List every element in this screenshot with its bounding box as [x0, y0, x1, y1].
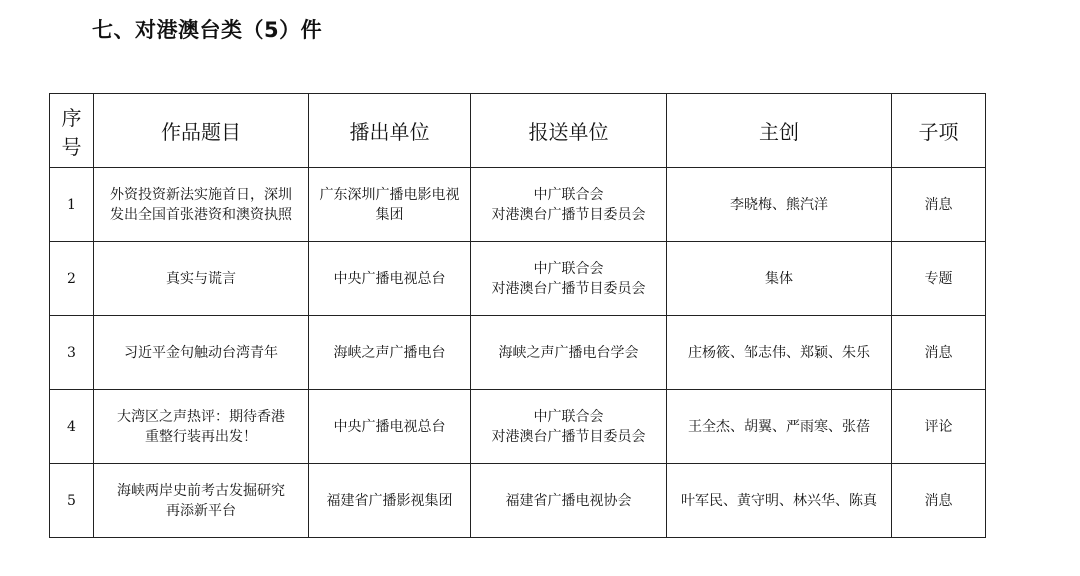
header-submitter: 报送单位 — [471, 94, 667, 168]
cell-creators: 李晓梅、熊汽洋 — [667, 168, 892, 242]
cell-work-title — [94, 464, 309, 538]
table-row — [50, 316, 986, 390]
submitter-line: 中广联合会 — [533, 408, 604, 425]
broadcaster-line: 集团 — [375, 206, 404, 223]
cell-submitter — [471, 242, 667, 316]
cell-category: 专题 — [892, 242, 986, 316]
cell-work-title — [94, 168, 309, 242]
submitter-line: 福建省广播电视协会 — [505, 492, 632, 509]
title-line: 外资投资新法实施首日，深圳 — [110, 186, 292, 203]
cell-creators: 叶军民、黄守明、林兴华、陈真 — [667, 464, 892, 538]
submitter-line: 对港澳台广播节目委员会 — [491, 280, 646, 297]
title-line: 真实与谎言 — [166, 270, 236, 287]
title-line: 习近平金句触动台湾青年 — [124, 344, 278, 361]
cell-broadcaster — [309, 316, 471, 390]
submitter-line: 海峡之声广播电台学会 — [498, 344, 639, 361]
cell-category: 评论 — [892, 390, 986, 464]
broadcaster-line: 中央广播电视总台 — [333, 270, 446, 287]
table-header-row — [50, 94, 986, 168]
title-line: 再添新平台 — [166, 502, 236, 519]
cell-creators: 王全杰、胡翼、严雨寒、张蓓 — [667, 390, 892, 464]
header-category: 子项 — [892, 94, 986, 168]
cell-category: 消息 — [892, 464, 986, 538]
header-work-title: 作品题目 — [94, 94, 309, 168]
cell-work-title — [94, 390, 309, 464]
cell-serial-number: 3 — [50, 316, 94, 390]
cell-creators: 庄杨筱、邹志伟、郑颖、朱乐 — [667, 316, 892, 390]
cell-serial-number: 1 — [50, 168, 94, 242]
cell-submitter — [471, 390, 667, 464]
cell-work-title — [94, 316, 309, 390]
cell-submitter — [471, 464, 667, 538]
broadcaster-line: 广东深圳广播电影电视 — [319, 186, 460, 203]
cell-creators: 集体 — [667, 242, 892, 316]
cell-submitter — [471, 316, 667, 390]
submitter-line: 对港澳台广播节目委员会 — [491, 206, 646, 223]
broadcaster-line: 中央广播电视总台 — [333, 418, 446, 435]
table-row — [50, 390, 986, 464]
header-broadcaster: 播出单位 — [309, 94, 471, 168]
cell-broadcaster — [309, 390, 471, 464]
table-row — [50, 464, 986, 538]
cell-broadcaster — [309, 242, 471, 316]
title-line: 重整行装再出发！ — [145, 428, 257, 445]
cell-work-title — [94, 242, 309, 316]
table-row — [50, 242, 986, 316]
header-creators: 主创 — [667, 94, 892, 168]
title-line: 海峡两岸史前考古发掘研究 — [117, 482, 285, 499]
cell-submitter — [471, 168, 667, 242]
header-serial-number: 序号 — [50, 94, 94, 168]
cell-broadcaster — [309, 168, 471, 242]
section-heading: 七、对港澳台类（5）件 — [92, 18, 323, 42]
submitter-line: 对港澳台广播节目委员会 — [491, 428, 646, 445]
cell-serial-number: 2 — [50, 242, 94, 316]
submitter-line: 中广联合会 — [533, 186, 604, 203]
cell-broadcaster — [309, 464, 471, 538]
broadcaster-line: 海峡之声广播电台 — [333, 344, 446, 361]
cell-category: 消息 — [892, 168, 986, 242]
cell-category: 消息 — [892, 316, 986, 390]
table-row — [50, 168, 986, 242]
cell-serial-number: 5 — [50, 464, 94, 538]
title-line: 发出全国首张港资和澳资执照 — [110, 206, 292, 223]
submitter-line: 中广联合会 — [533, 260, 604, 277]
cell-serial-number: 4 — [50, 390, 94, 464]
broadcaster-line: 福建省广播影视集团 — [326, 492, 453, 509]
title-line: 大湾区之声热评：期待香港 — [117, 408, 285, 425]
awards-table — [49, 93, 986, 538]
